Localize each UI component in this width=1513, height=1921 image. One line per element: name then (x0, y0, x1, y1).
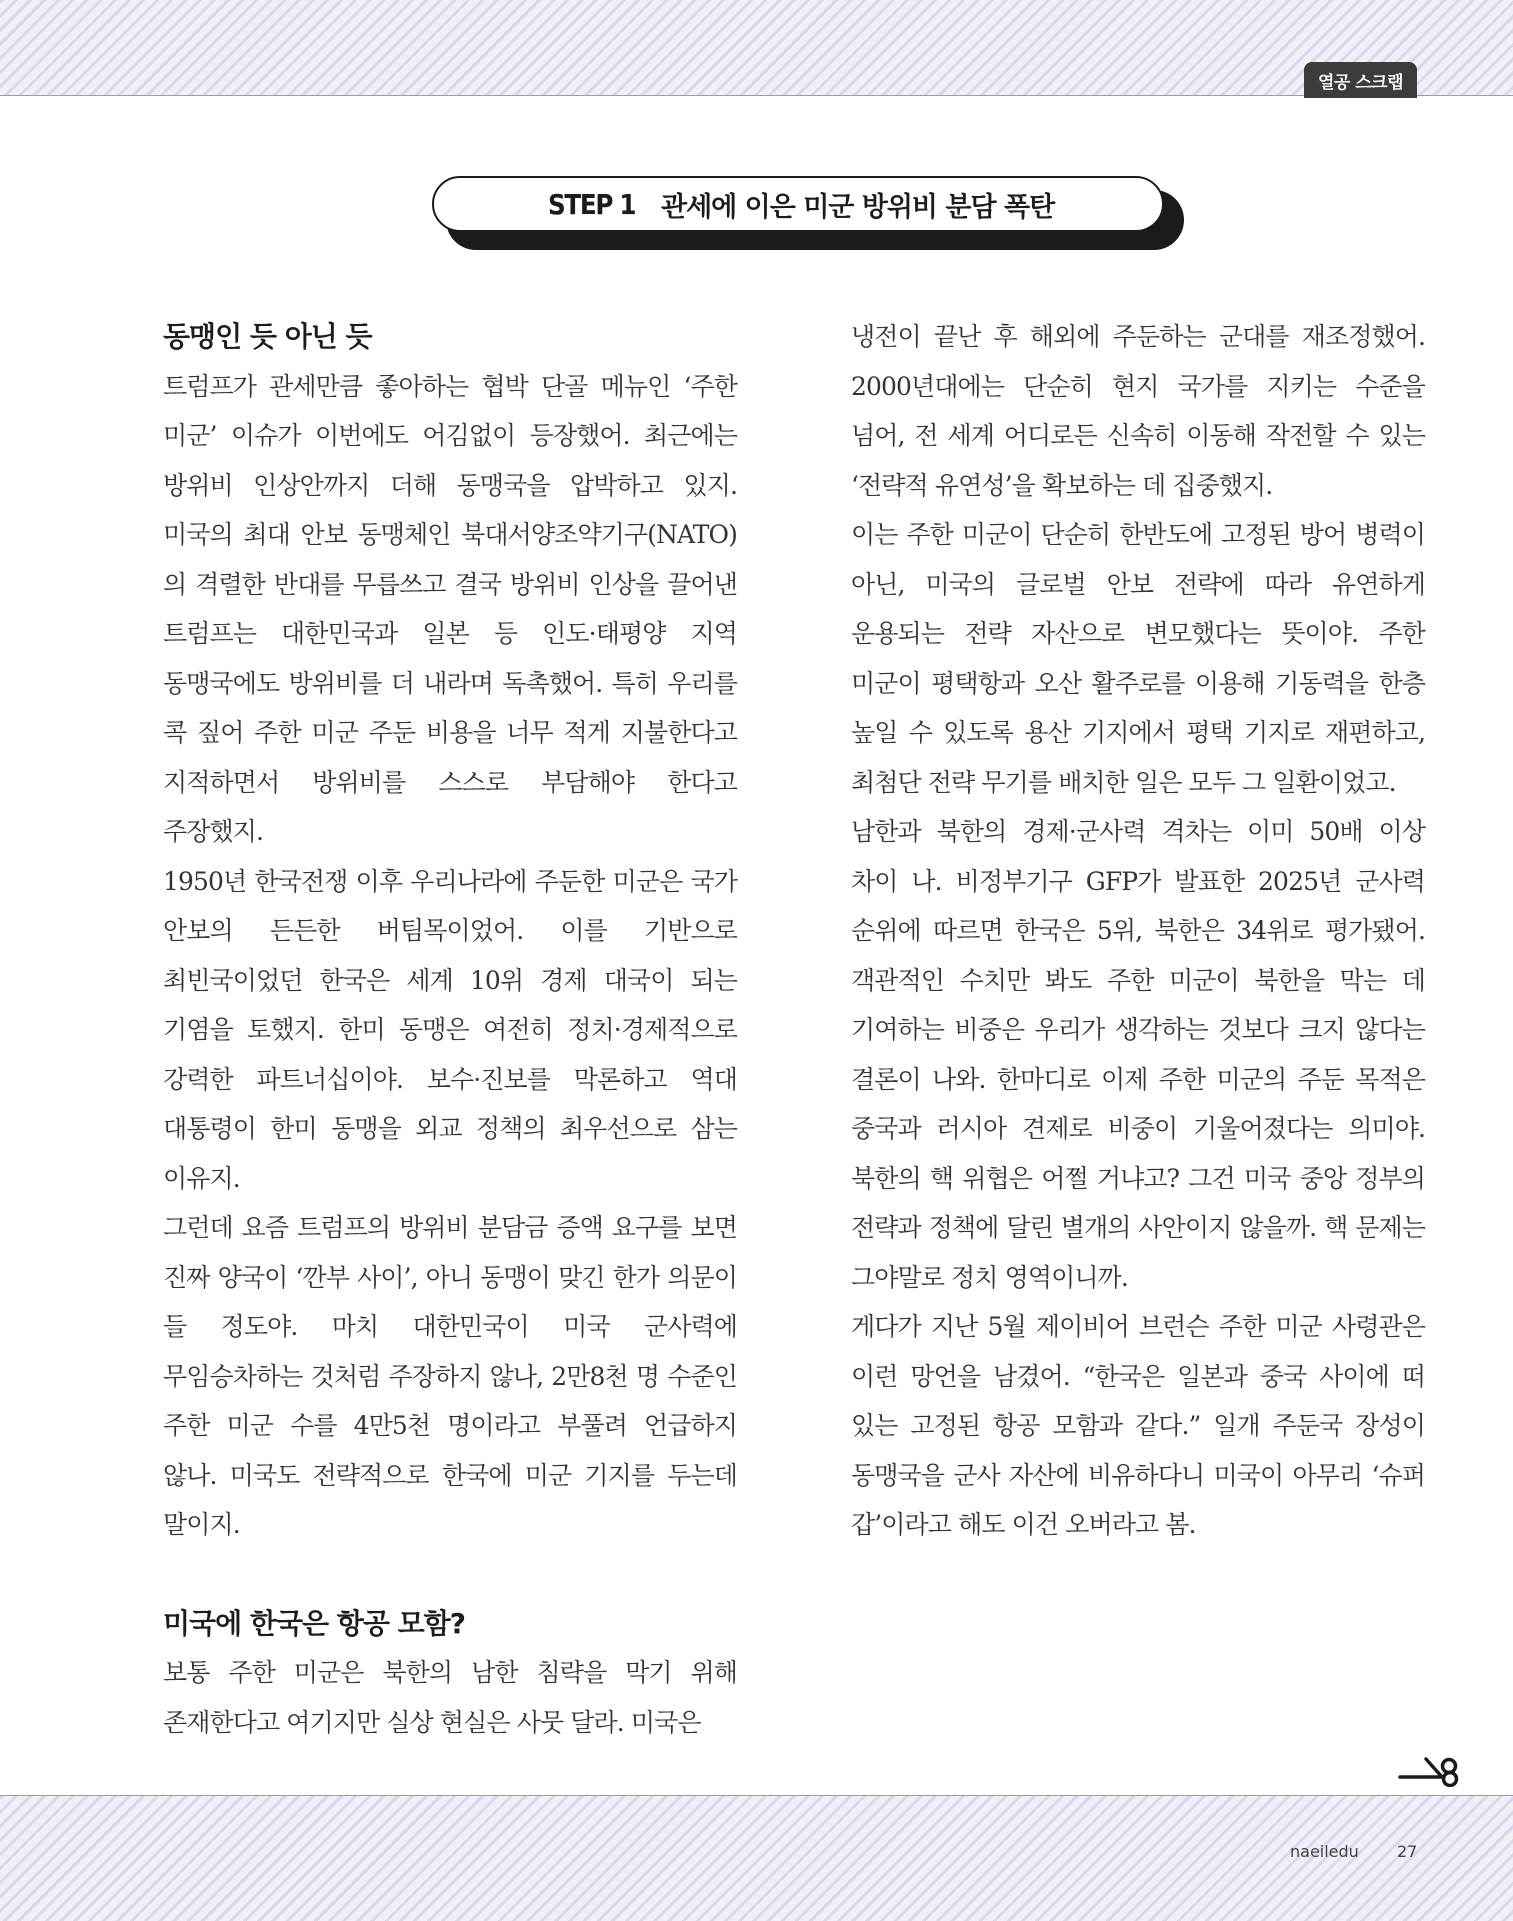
footer-stripe-band (0, 1795, 1513, 1921)
step-banner (432, 176, 1184, 250)
scissors-icon (1398, 1753, 1462, 1787)
right-column (851, 312, 1425, 1550)
right-paragraph-4: 게다가 지난 5월 제이비어 브런슨 주한 미군 사령관은 이런 망언을 남겼어. “한국은 일본과 중국 사이에 떠 있는 고정된 항공 모함과 같다.” 일개 주둔국 장성이 동맹국을 군사 자산에 비유하다니 미국이 아무리 ‘슈퍼 갑’이라고 해도 이건 오버라고 봄. (851, 1312, 1425, 1539)
section-tag: 열공 스크랩 (1304, 62, 1417, 98)
right-paragraph-1: 냉전이 끝난 후 해외에 주둔하는 군대를 재조정했어. 2000년대에는 단순히 현지 국가를 지키는 수준을 넘어, 전 세계 어디로든 신속히 이동해 작전할 수 있는 ‘전략적 유연성’을 확보하는 데 집중했지. (851, 322, 1425, 500)
section-heading-1: 동맹인 듯 아닌 듯 (163, 320, 372, 353)
right-paragraph-3: 남한과 북한의 경제·군사력 격차는 이미 50배 이상 차이 나. 비정부기구 GFP가 발표한 2025년 군사력 순위에 따르면 한국은 5위, 북한은 34위로 평가됐어. 객관적인 수치만 봐도 주한 미군이 북한을 막는 데 기여하는 비중은 우리가 생각하는 것보다 크지 않다는 결론이 나와. 한마디로 이제 주한 미군의 주둔 목적은 중국과 러시아 견제로 비중이 기울어졌다는 의미야. 북한의 핵 위협은 어쩔 거냐고? 그건 미국 중앙 정부의 전략과 정책에 달린 별개의 사안이지 않을까. 핵 문제는 그야말로 정치 영역이니까. (851, 817, 1425, 1292)
left-paragraph-4: 보통 주한 미군은 북한의 남한 침략을 막기 위해 존재한다고 여기지만 실상 현실은 사뭇 달라. 미국은 (163, 1658, 737, 1737)
right-paragraph-2: 이는 주한 미군이 단순히 한반도에 고정된 방어 병력이 아닌, 미국의 글로벌 안보 전략에 따라 유연하게 운용되는 전략 자산으로 변모했다는 뜻이야. 주한 미군이 평택항과 오산 활주로를 이용해 기동력을 한층 높일 수 있도록 용산 기지에서 평택 기지로 재편하고, 최첨단 전략 무기를 배치한 일은 모두 그 일환이었고. (851, 520, 1425, 797)
step-title: 관세에 이은 미군 방위비 분담 폭탄 (661, 191, 1055, 223)
header-stripe-band (0, 0, 1513, 96)
left-column (163, 312, 737, 1747)
left-paragraph-2: 1950년 한국전쟁 이후 우리나라에 주둔한 미군은 국가 안보의 든든한 버팀목이었어. 이를 기반으로 최빈국이었던 한국은 세계 10위 경제 대국이 되는 기염을 토했지. 한미 동맹은 여전히 정치·경제적으로 강력한 파트너십이야. 보수·진보를 막론하고 역대 대통령이 한미 동맹을 외교 정책의 최우선으로 삼는 이유지. (163, 866, 737, 1193)
step-label: STEP 1 (547, 187, 636, 221)
left-paragraph-3: 그런데 요즘 트럼프의 방위비 분담금 증액 요구를 보면 진짜 양국이 ‘깐부 사이’, 아니 동맹이 맞긴 한가 의문이 들 정도야. 마치 대한민국이 미국 군사력에 무임승차하는 것처럼 주장하지 않나, 2만8천 명 수준인 주한 미군 수를 4만5천 명이라고 부풀려 언급하지 않나. 미국도 전략적으로 한국에 미군 기지를 두는데 말이지. (163, 1213, 737, 1539)
footer-brand: naeiledu (1290, 1842, 1359, 1861)
section-heading-2: 미국에 한국은 항공 모함? (163, 1606, 465, 1640)
step-banner-box (432, 176, 1164, 232)
page-number: 27 (1397, 1842, 1418, 1861)
left-paragraph-1: 트럼프가 관세만큼 좋아하는 협박 단골 메뉴인 ‘주한 미군’ 이슈가 이번에도 어김없이 등장했어. 최근에는 방위비 인상안까지 더해 동맹국을 압박하고 있지. 미국의 최대 안보 동맹체인 북대서양조약기구(NATO)의 격렬한 반대를 무릅쓰고 결국 방위비 인상을 끌어낸 트럼프는 대한민국과 일본 등 인도·태평양 지역 동맹국에도 방위비를 더 내라며 독촉했어. 특히 우리를 콕 짚어 주한 미군 주둔 비용을 너무 적게 지불한다고 지적하면서 방위비를 스스로 부담해야 한다고 주장했지. (163, 371, 737, 846)
